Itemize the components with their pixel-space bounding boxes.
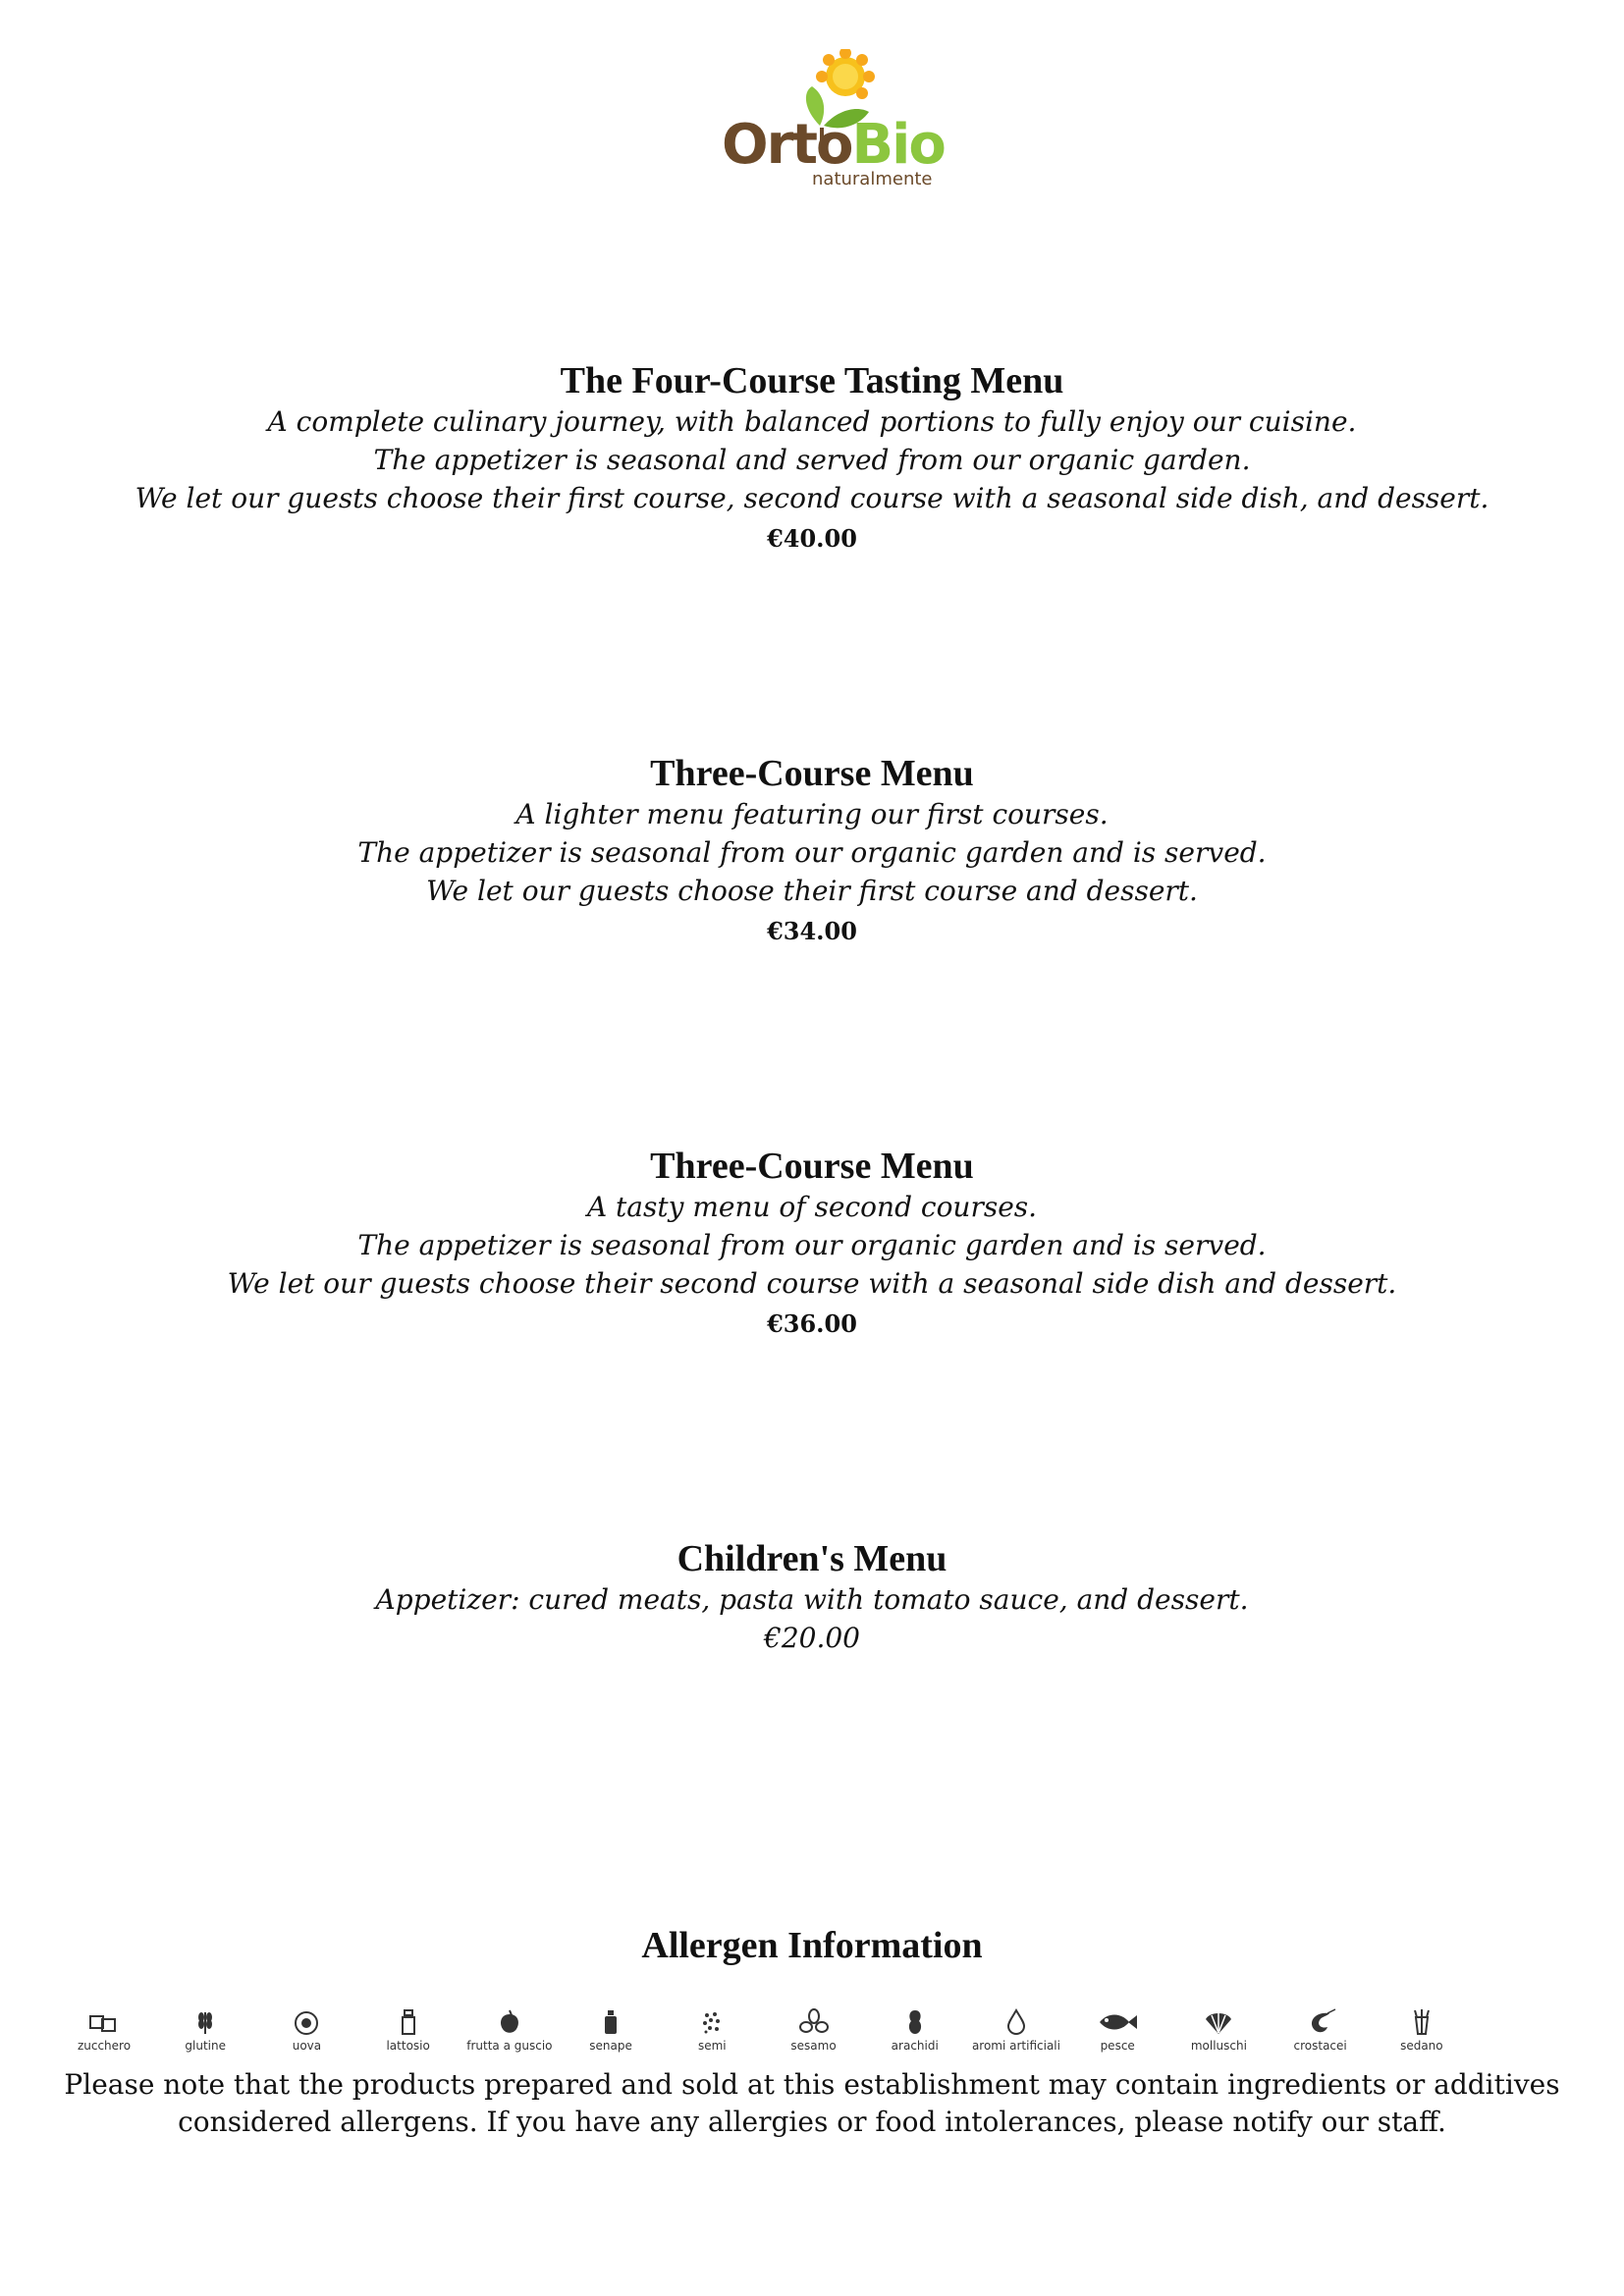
fish-icon	[1096, 2007, 1139, 2037]
egg-icon	[292, 2007, 321, 2037]
drop-icon	[1001, 2007, 1031, 2037]
allergen-label: lattosio	[386, 2039, 430, 2053]
shrimp-icon	[1304, 2007, 1337, 2037]
menu-desc-line: We let our guests choose their first course, second course with a seasonal side dish, and dessert.	[135, 482, 1489, 514]
menu-desc-line: We let our guests choose their second course with a seasonal side dish and dessert.	[227, 1267, 1397, 1300]
allergen-item	[363, 2007, 454, 2053]
menu-title: The Four-Course Tasting Menu	[560, 360, 1064, 401]
allergen-item	[1072, 2007, 1163, 2053]
allergen-item	[667, 2007, 757, 2053]
allergen-icon-row	[59, 2007, 1467, 2053]
allergen-label: glutine	[185, 2039, 227, 2053]
menu-desc-line: A lighter menu featuring our first courses.	[515, 798, 1109, 830]
ortobio-logo	[714, 49, 949, 196]
allergen-label: senape	[589, 2039, 632, 2053]
allergen-label: frutta a guscio	[466, 2039, 553, 2053]
allergen-item	[1377, 2007, 1467, 2053]
allergen-item	[261, 2007, 352, 2053]
allergen-label: crostacei	[1293, 2039, 1347, 2053]
allergen-label: uova	[292, 2039, 322, 2053]
menu-price: €20.00	[764, 1622, 860, 1654]
allergen-item	[870, 2007, 960, 2053]
celery-icon	[1407, 2007, 1436, 2037]
menu-children	[0, 1537, 1624, 1658]
logo-tagline: naturalmente	[812, 169, 933, 189]
menu-desc-line: A tasty menu of second courses.	[586, 1191, 1038, 1223]
allergen-label: zucchero	[77, 2039, 132, 2053]
menu-three-course-second	[0, 1145, 1624, 1346]
allergen-label: molluschi	[1190, 2039, 1247, 2053]
allergen-label: sedano	[1400, 2039, 1443, 2053]
peanut-icon	[900, 2007, 930, 2037]
allergen-label: arachidi	[891, 2039, 939, 2053]
allergen-item	[1173, 2007, 1264, 2053]
allergen-title: Allergen Information	[641, 1925, 983, 1966]
menu-price: €36.00	[767, 1309, 857, 1338]
menu-title: Three-Course Menu	[650, 753, 974, 794]
menu-desc-line: Appetizer: cured meats, pasta with tomato sauce, and dessert.	[375, 1583, 1249, 1616]
allergen-item	[566, 2007, 656, 2053]
allergen-item	[59, 2007, 149, 2053]
menu-four-course	[0, 359, 1624, 561]
allergen-notice	[59, 2066, 1565, 2141]
nut-icon	[495, 2007, 524, 2037]
allergen-item	[464, 2007, 555, 2053]
menu-three-course-first	[0, 752, 1624, 953]
sugar-icon	[87, 2007, 121, 2037]
allergen-label: sesamo	[790, 2039, 837, 2053]
menu-title: Three-Course Menu	[650, 1146, 974, 1187]
allergen-notice-line: Please note that the products prepared and sold at this establishment may contain ingredients or additives	[64, 2068, 1560, 2101]
menu-desc-line: The appetizer is seasonal and served from our organic garden.	[373, 444, 1251, 476]
allergen-item	[1275, 2007, 1366, 2053]
menu-desc-line: The appetizer is seasonal from our organic garden and is served.	[357, 1229, 1267, 1261]
sesame-icon	[797, 2007, 831, 2037]
menu-price: €40.00	[767, 524, 857, 553]
allergen-label: pesce	[1100, 2039, 1135, 2053]
shell-icon	[1202, 2007, 1235, 2037]
wheat-icon	[190, 2007, 220, 2037]
menu-title: Children's Menu	[677, 1538, 947, 1579]
mustard-jar-icon	[596, 2007, 625, 2037]
allergen-item	[160, 2007, 250, 2053]
menu-desc-line: We let our guests choose their first course and dessert.	[426, 875, 1198, 907]
allergen-label: aromi artificiali	[971, 2039, 1060, 2053]
allergen-label: semi	[697, 2039, 727, 2053]
menu-price: €34.00	[767, 917, 857, 945]
allergen-item	[769, 2007, 859, 2053]
menu-desc-line: The appetizer is seasonal from our organic garden and is served.	[357, 836, 1267, 869]
logo-wordmark: OrtoBio	[722, 113, 945, 177]
allergen-item	[971, 2007, 1061, 2053]
menu-desc-line: A complete culinary journey, with balanced portions to fully enjoy our cuisine.	[267, 405, 1357, 438]
allergen-section	[0, 1924, 1624, 1967]
seeds-icon	[697, 2007, 727, 2037]
allergen-notice-line: considered allergens. If you have any allergies or food intolerances, please notify our staff.	[178, 2106, 1446, 2138]
milk-bottle-icon	[394, 2007, 423, 2037]
